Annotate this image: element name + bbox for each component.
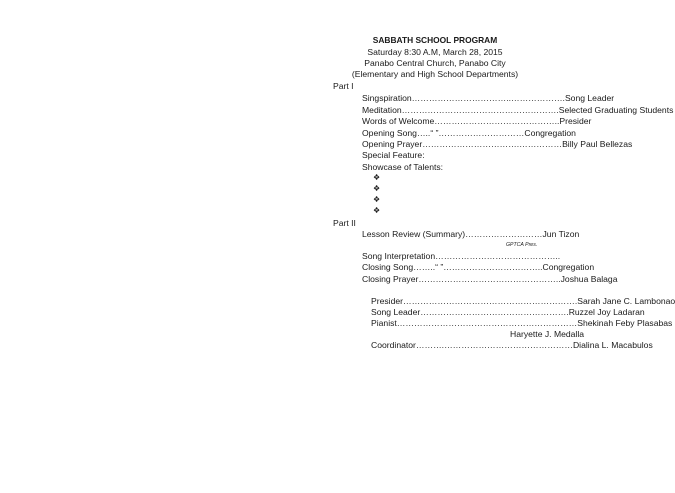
officer-name: Haryette J. Medalla xyxy=(510,329,585,339)
part-2-label: Part II xyxy=(333,218,356,228)
program-departments: (Elementary and High School Departments) xyxy=(351,69,519,79)
part-1-line: Singspiration……………………………..……………….Song Leader xyxy=(362,93,615,103)
diamond-bullet-icon: ❖ xyxy=(373,184,381,193)
part-1-line: Words of Welcome……………………………………..Presider xyxy=(362,116,592,126)
officer-line: Presider…………………………………………………….Sarah Jane C. Lambonao xyxy=(371,296,675,306)
part-1-line: Meditation……………………………………………….Selected Graduating Students xyxy=(362,105,674,115)
part-2-lesson-review-note: GPTCA Pres. xyxy=(506,242,538,248)
officer-line: Coordinator……….………………………………………Dialina L. Macabulos xyxy=(371,340,653,350)
diamond-bullet-icon: ❖ xyxy=(373,173,381,182)
part-1-line: Special Feature: xyxy=(362,150,425,160)
program-title: SABBATH SCHOOL PROGRAM xyxy=(372,35,498,45)
officer-line: Song Leader…………………………………………….Ruzzel Joy Ladaran xyxy=(371,307,645,317)
part-2-line: Closing Prayer…………………………………………..Joshua Balaga xyxy=(362,274,618,284)
part-2-lesson-review: Lesson Review (Summary)………………………Jun Tizon xyxy=(362,229,580,239)
part-2-line: Closing Song……..“ ”……………………………..Congregation xyxy=(362,262,595,272)
program-venue: Panabo Central Church, Panabo City xyxy=(364,58,506,68)
part-2-line: Song Interpretation…………………………………….. xyxy=(362,251,561,261)
part-1-label: Part I xyxy=(333,81,354,91)
diamond-bullet-icon: ❖ xyxy=(373,206,381,215)
officer-line-continued xyxy=(510,329,584,339)
part-1-line: Opening Song…..“ ”…………………………Congregation xyxy=(362,128,576,138)
diamond-bullet-icon: ❖ xyxy=(373,195,381,204)
program-datetime: Saturday 8:30 A.M, March 28, 2015 xyxy=(367,47,503,57)
part-1-line: Opening Prayer…………………………….……………Billy Paul Bellezas xyxy=(362,139,633,149)
officer-line: Pianist………………………………………………………Shekinah Feby Plasabas xyxy=(371,318,673,328)
part-1-line: Showcase of Talents: xyxy=(362,162,444,172)
